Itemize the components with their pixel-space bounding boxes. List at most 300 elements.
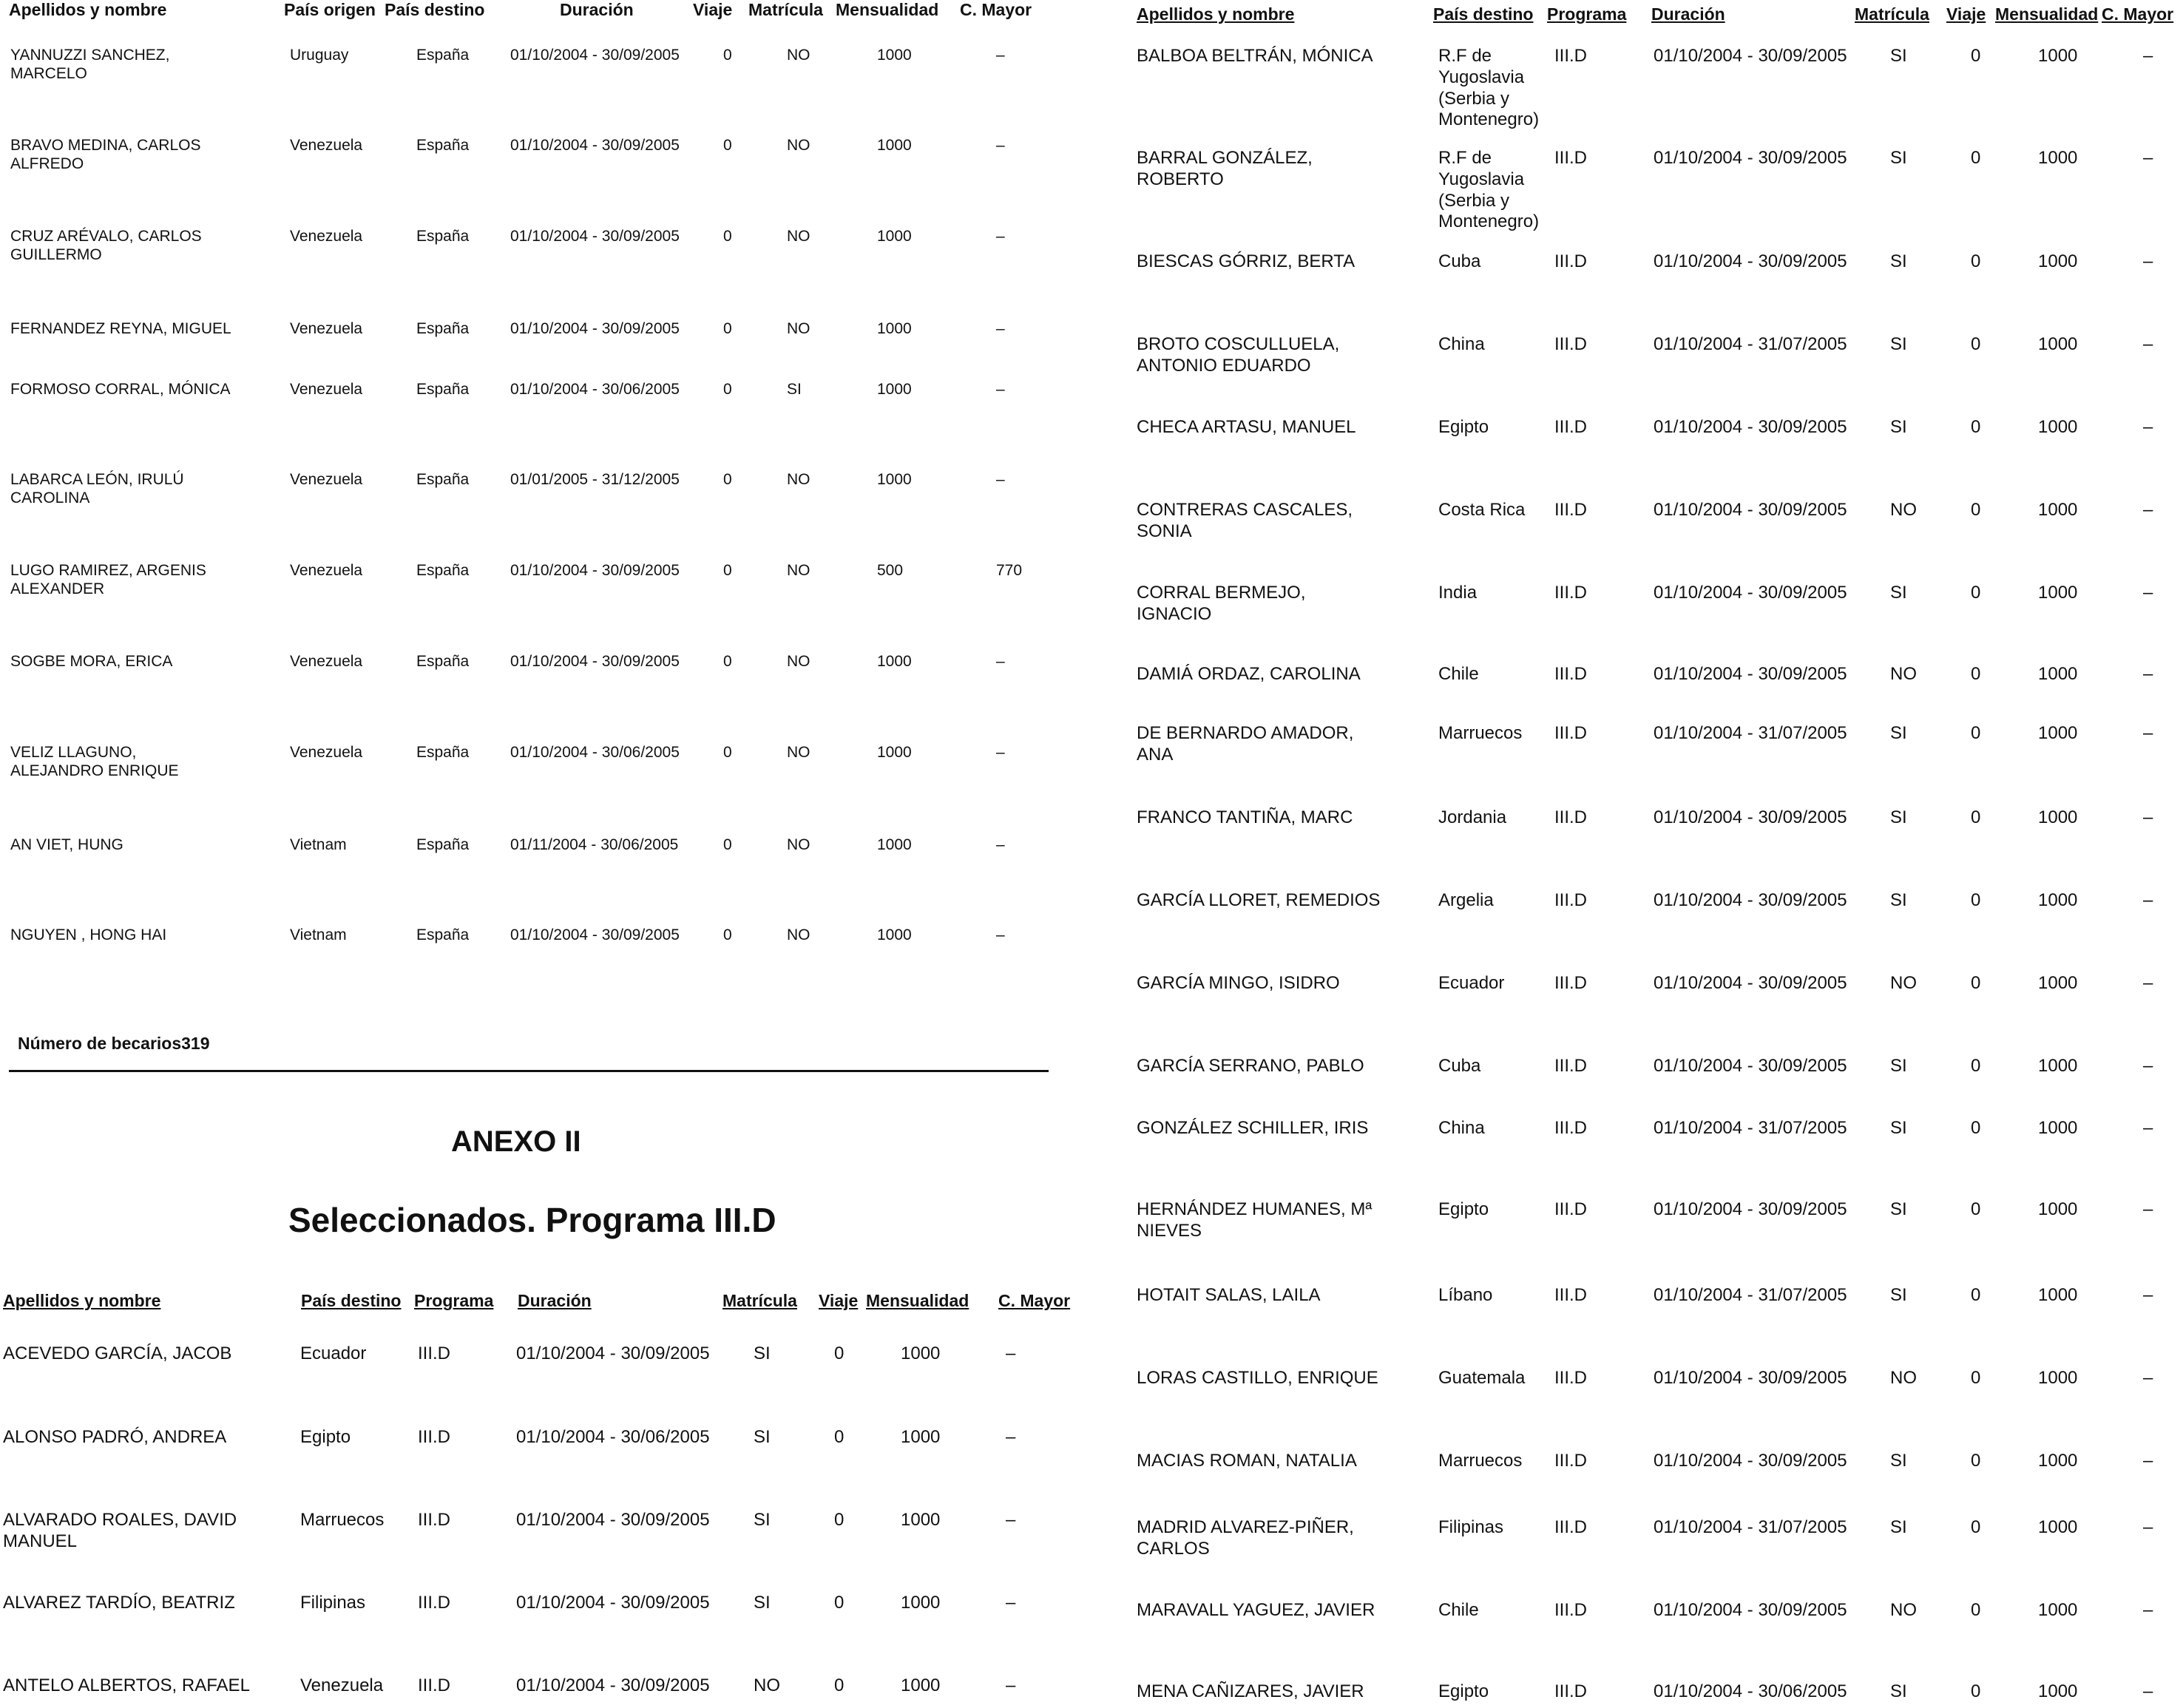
table-cell-viaje: 0	[723, 471, 732, 488]
table-cell-matricula: SI	[1890, 1285, 1907, 1305]
table-cell-cmayor: –	[2143, 807, 2153, 827]
table-row-name: SOGBE MORA, ERICA	[10, 653, 173, 670]
table-cell-programa: III.D	[418, 1343, 451, 1363]
table-cell-programa: III.D	[1554, 1285, 1588, 1305]
table-cell-matricula: SI	[1890, 1199, 1907, 1219]
table-cell-destino: España	[416, 320, 470, 337]
table-cell-mensualidad: 1000	[2038, 1600, 2078, 1620]
table-cell-mensualidad: 1000	[2038, 1517, 2078, 1537]
table-cell-programa: III.D	[1554, 1118, 1588, 1138]
table-row-name: MACIAS ROMAN, NATALIA	[1137, 1451, 1357, 1471]
table-cell-origen: Venezuela	[290, 137, 363, 154]
table-row-name: CONTRERAS CASCALES, SONIA	[1137, 500, 1353, 541]
table-cell-mensualidad: 1000	[2038, 500, 2078, 520]
table-cell-mensualidad: 1000	[2038, 890, 2078, 910]
table-cell-viaje: 0	[834, 1510, 845, 1530]
table-cell-duracion: 01/10/2004 - 31/07/2005	[1654, 1285, 1847, 1305]
table-cell-matricula: SI	[1890, 148, 1907, 168]
table-row-name: GARCÍA LLORET, REMEDIOS	[1137, 890, 1381, 910]
column-header: C. Mayor	[998, 1291, 1071, 1310]
table-cell-destino: China	[1438, 334, 1485, 354]
table-cell-viaje: 0	[1971, 890, 1981, 910]
table-cell-matricula: NO	[1890, 500, 1917, 520]
table-cell-destino: España	[416, 471, 470, 488]
table-cell-programa: III.D	[1554, 1451, 1588, 1471]
table-cell-cmayor: –	[996, 471, 1005, 488]
table-cell-cmayor: –	[2143, 500, 2153, 520]
table-cell-cmayor: –	[1006, 1593, 1016, 1613]
table-row-name: DAMIÁ ORDAZ, CAROLINA	[1137, 664, 1361, 684]
table-cell-destino: España	[416, 836, 470, 853]
table-cell-viaje: 0	[1971, 1368, 1981, 1388]
table-cell-origen: Venezuela	[290, 562, 363, 579]
table-row-name: GARCÍA MINGO, ISIDRO	[1137, 973, 1340, 993]
table-cell-matricula: SI	[1890, 890, 1907, 910]
table-cell-mensualidad: 1000	[2038, 723, 2078, 743]
table-cell-viaje: 0	[1971, 1600, 1981, 1620]
table-cell-duracion: 01/10/2004 - 30/09/2005	[516, 1510, 710, 1530]
table-cell-programa: III.D	[1554, 251, 1588, 271]
table-cell-matricula: NO	[1890, 1600, 1917, 1620]
column-header: País destino	[385, 0, 485, 19]
table-row-name: FRANCO TANTIÑA, MARC	[1137, 807, 1353, 827]
table-cell-origen: Vietnam	[290, 836, 347, 853]
table-cell-matricula: SI	[1890, 1056, 1907, 1076]
table-row-name: BIESCAS GÓRRIZ, BERTA	[1137, 251, 1356, 271]
table-cell-duracion: 01/10/2004 - 30/09/2005	[1654, 973, 1847, 993]
column-header: Viaje	[693, 0, 733, 19]
table-cell-mensualidad: 1000	[2038, 251, 2078, 271]
column-header: Mensualidad	[836, 0, 939, 19]
table-cell-destino: Ecuador	[300, 1343, 367, 1363]
table-cell-viaje: 0	[1971, 1517, 1981, 1537]
table-cell-viaje: 0	[1971, 583, 1981, 603]
table-row-name: ALVAREZ TARDÍO, BEATRIZ	[3, 1593, 235, 1613]
table-cell-cmayor: –	[2143, 583, 2153, 603]
table-cell-duracion: 01/10/2004 - 31/07/2005	[1654, 1517, 1847, 1537]
table-cell-destino: Cuba	[1438, 251, 1481, 271]
table-cell-duracion: 01/10/2004 - 30/09/2005	[1654, 1451, 1847, 1471]
table-cell-programa: III.D	[418, 1510, 451, 1530]
table-row-name: BALBOA BELTRÁN, MÓNICA	[1137, 46, 1373, 66]
table-cell-matricula: SI	[787, 381, 802, 398]
table-cell-cmayor: –	[2143, 723, 2153, 743]
table-cell-cmayor: –	[2143, 973, 2153, 993]
table-cell-destino: Egipto	[1438, 417, 1489, 437]
table-cell-programa: III.D	[1554, 46, 1588, 66]
table-cell-matricula: NO	[787, 744, 810, 761]
table-cell-duracion: 01/10/2004 - 30/09/2005	[1654, 46, 1847, 66]
table-cell-matricula: SI	[1890, 807, 1907, 827]
table-cell-viaje: 0	[723, 47, 732, 64]
table-cell-destino: Ecuador	[1438, 973, 1505, 993]
table-cell-destino: R.F de Yugoslavia (Serbia y Montenegro)	[1438, 148, 1540, 232]
table-cell-duracion: 01/11/2004 - 30/06/2005	[510, 836, 679, 853]
table-cell-programa: III.D	[1554, 583, 1588, 603]
table-row-name: AN VIET, HUNG	[10, 836, 123, 853]
table-cell-cmayor: –	[2143, 664, 2153, 684]
column-header: País destino	[301, 1291, 402, 1310]
table-cell-cmayor: –	[996, 47, 1005, 64]
table-cell-cmayor: –	[1006, 1343, 1016, 1363]
table-cell-destino: España	[416, 228, 470, 245]
table-row-name: FORMOSO CORRAL, MÓNICA	[10, 381, 231, 398]
table-cell-matricula: SI	[1890, 583, 1907, 603]
table-cell-destino: España	[416, 926, 470, 943]
table-cell-mensualidad: 1000	[877, 471, 912, 488]
table-cell-duracion: 01/10/2004 - 30/09/2005	[510, 228, 680, 245]
table-cell-mensualidad: 1000	[2038, 583, 2078, 603]
column-header: Matrícula	[722, 1291, 797, 1310]
table-cell-cmayor: –	[996, 744, 1005, 761]
column-header: País destino	[1433, 4, 1534, 24]
table-row-name: MARAVALL YAGUEZ, JAVIER	[1137, 1600, 1375, 1620]
table-cell-duracion: 01/01/2005 - 31/12/2005	[510, 471, 680, 488]
table-cell-origen: Venezuela	[290, 471, 363, 488]
table-row-name: FERNANDEZ REYNA, MIGUEL	[10, 320, 231, 337]
table-cell-duracion: 01/10/2004 - 30/09/2005	[1654, 1056, 1847, 1076]
table-cell-viaje: 0	[723, 381, 732, 398]
column-header: Apellidos y nombre	[1137, 4, 1295, 24]
table-cell-destino: Egipto	[1438, 1681, 1489, 1701]
table-cell-destino: Jordania	[1438, 807, 1507, 827]
table-cell-matricula: SI	[1890, 334, 1907, 354]
table-cell-cmayor: –	[2143, 1118, 2153, 1138]
table-cell-viaje: 0	[1971, 1056, 1981, 1076]
table-row-name: ACEVEDO GARCÍA, JACOB	[3, 1343, 232, 1363]
table-row-name: CRUZ ARÉVALO, CARLOS GUILLERMO	[10, 228, 202, 264]
table-cell-viaje: 0	[723, 836, 732, 853]
table-cell-cmayor: –	[2143, 1199, 2153, 1219]
table-cell-cmayor: –	[996, 653, 1005, 670]
table-row-name: DE BERNARDO AMADOR, ANA	[1137, 723, 1354, 765]
table-cell-matricula: SI	[754, 1343, 771, 1363]
column-header: Apellidos y nombre	[9, 0, 167, 19]
column-header: C. Mayor	[960, 0, 1032, 19]
table-cell-viaje: 0	[1971, 417, 1981, 437]
table-cell-cmayor: –	[996, 320, 1005, 337]
annex-subtitle: Seleccionados. Programa III.D	[288, 1201, 776, 1239]
table-cell-cmayor: –	[2143, 1285, 2153, 1305]
table-cell-cmayor: –	[996, 137, 1005, 154]
table-cell-duracion: 01/10/2004 - 30/09/2005	[516, 1593, 710, 1613]
table-cell-duracion: 01/10/2004 - 30/09/2005	[510, 47, 680, 64]
table-cell-programa: III.D	[1554, 723, 1588, 743]
table-cell-programa: III.D	[1554, 334, 1588, 354]
table-cell-matricula: SI	[754, 1593, 771, 1613]
table-cell-duracion: 01/10/2004 - 30/06/2005	[510, 381, 680, 398]
table-cell-cmayor: –	[2143, 334, 2153, 354]
table-cell-viaje: 0	[1971, 500, 1981, 520]
table-row-name: HERNÁNDEZ HUMANES, Mª NIEVES	[1137, 1199, 1373, 1241]
table-cell-destino: Marruecos	[1438, 723, 1523, 743]
table-cell-viaje: 0	[1971, 1451, 1981, 1471]
table-cell-mensualidad: 1000	[2038, 1285, 2078, 1305]
column-header: Apellidos y nombre	[3, 1291, 161, 1310]
section-divider	[9, 1070, 1049, 1072]
table-cell-matricula: SI	[754, 1427, 771, 1447]
table-row-name: BARRAL GONZÁLEZ, ROBERTO	[1137, 148, 1313, 189]
table-cell-destino: Cuba	[1438, 1056, 1481, 1076]
table-cell-viaje: 0	[1971, 807, 1981, 827]
table-cell-destino: Marruecos	[300, 1510, 385, 1530]
table-cell-viaje: 0	[1971, 1285, 1981, 1305]
table-cell-duracion: 01/10/2004 - 30/06/2005	[510, 744, 680, 761]
table-cell-viaje: 0	[1971, 723, 1981, 743]
table-row-name: CORRAL BERMEJO, IGNACIO	[1137, 583, 1306, 624]
table-cell-destino: Marruecos	[1438, 1451, 1523, 1471]
table-cell-destino: Filipinas	[300, 1593, 366, 1613]
table-cell-mensualidad: 1000	[2038, 807, 2078, 827]
table-cell-duracion: 01/10/2004 - 30/09/2005	[1654, 500, 1847, 520]
table-cell-matricula: NO	[787, 137, 810, 154]
table-cell-mensualidad: 1000	[2038, 1681, 2078, 1701]
table-cell-mensualidad: 1000	[2038, 334, 2078, 354]
table-row-name: MENA CAÑIZARES, JAVIER	[1137, 1681, 1364, 1701]
table-cell-viaje: 0	[723, 653, 732, 670]
table-cell-destino: España	[416, 381, 470, 398]
table-cell-duracion: 01/10/2004 - 30/09/2005	[510, 653, 680, 670]
table-cell-cmayor: –	[2143, 1368, 2153, 1388]
column-header: Duración	[560, 0, 634, 19]
table-cell-duracion: 01/10/2004 - 30/09/2005	[1654, 890, 1847, 910]
table-cell-duracion: 01/10/2004 - 30/09/2005	[510, 137, 680, 154]
table-cell-mensualidad: 1000	[877, 653, 912, 670]
table-cell-duracion: 01/10/2004 - 31/07/2005	[1654, 1118, 1847, 1138]
table-cell-duracion: 01/10/2004 - 30/09/2005	[1654, 664, 1847, 684]
table-row-name: GARCÍA SERRANO, PABLO	[1137, 1056, 1364, 1076]
table-cell-destino: Venezuela	[300, 1675, 384, 1695]
table-cell-cmayor: –	[2143, 1681, 2153, 1701]
table-cell-mensualidad: 1000	[901, 1593, 941, 1613]
table-row-name: MADRID ALVAREZ-PIÑER, CARLOS	[1137, 1517, 1354, 1559]
table-cell-matricula: SI	[1890, 1517, 1907, 1537]
table-cell-viaje: 0	[834, 1675, 845, 1695]
table-cell-destino: Filipinas	[1438, 1517, 1504, 1537]
column-header: C. Mayor	[2102, 4, 2174, 24]
table-cell-matricula: NO	[1890, 664, 1917, 684]
table-cell-matricula: NO	[787, 320, 810, 337]
table-cell-cmayor: –	[2143, 1600, 2153, 1620]
table-cell-programa: III.D	[418, 1427, 451, 1447]
table-cell-mensualidad: 1000	[2038, 664, 2078, 684]
table-cell-destino: Costa Rica	[1438, 500, 1526, 520]
table-cell-matricula: NO	[787, 926, 810, 943]
table-cell-viaje: 0	[1971, 46, 1981, 66]
table-cell-duracion: 01/10/2004 - 30/09/2005	[516, 1343, 710, 1363]
table-cell-matricula: SI	[754, 1510, 771, 1530]
table-cell-duracion: 01/10/2004 - 30/09/2005	[1654, 807, 1847, 827]
table-cell-mensualidad: 1000	[877, 47, 912, 64]
table-cell-viaje: 0	[1971, 1681, 1981, 1701]
table-cell-programa: III.D	[1554, 1681, 1588, 1701]
table-cell-matricula: SI	[1890, 1451, 1907, 1471]
table-cell-origen: Venezuela	[290, 320, 363, 337]
table-cell-mensualidad: 1000	[877, 926, 912, 943]
table-cell-origen: Venezuela	[290, 228, 363, 245]
table-cell-matricula: SI	[1890, 251, 1907, 271]
table-cell-duracion: 01/10/2004 - 30/09/2005	[1654, 1368, 1847, 1388]
table-cell-viaje: 0	[834, 1343, 845, 1363]
table-cell-cmayor: –	[996, 381, 1005, 398]
table-cell-programa: III.D	[1554, 1368, 1588, 1388]
table-cell-duracion: 01/10/2004 - 30/09/2005	[1654, 148, 1847, 168]
table-row-name: CHECA ARTASU, MANUEL	[1137, 417, 1356, 437]
table-cell-cmayor: –	[2143, 46, 2153, 66]
table-cell-mensualidad: 1000	[2038, 1199, 2078, 1219]
table-cell-viaje: 0	[723, 228, 732, 245]
table-cell-cmayor: –	[996, 836, 1005, 853]
table-cell-matricula: NO	[787, 228, 810, 245]
table-cell-destino: España	[416, 653, 470, 670]
table-cell-cmayor: –	[2143, 1451, 2153, 1471]
table-cell-destino: Egipto	[1438, 1199, 1489, 1219]
becarios-count: Número de becarios319	[18, 1034, 210, 1053]
table-cell-matricula: NO	[787, 836, 810, 853]
table-cell-matricula: NO	[1890, 973, 1917, 993]
table-cell-cmayor: –	[1006, 1675, 1016, 1695]
table-cell-cmayor: –	[2143, 251, 2153, 271]
table-cell-matricula: SI	[1890, 417, 1907, 437]
table-cell-duracion: 01/10/2004 - 30/09/2005	[510, 562, 680, 579]
table-row-name: NGUYEN , HONG HAI	[10, 926, 167, 943]
column-header: Programa	[414, 1291, 494, 1310]
table-cell-destino: Chile	[1438, 664, 1479, 684]
table-cell-programa: III.D	[1554, 1199, 1588, 1219]
table-cell-mensualidad: 1000	[2038, 46, 2078, 66]
table-cell-programa: III.D	[1554, 148, 1588, 168]
table-row-name: ALONSO PADRÓ, ANDREA	[3, 1427, 227, 1447]
table-cell-duracion: 01/10/2004 - 30/06/2005	[516, 1427, 710, 1447]
table-cell-viaje: 0	[723, 137, 732, 154]
table-cell-duracion: 01/10/2004 - 30/09/2005	[1654, 1199, 1847, 1219]
annex-title: ANEXO II	[451, 1125, 581, 1158]
table-cell-destino: España	[416, 47, 470, 64]
table-cell-cmayor: –	[2143, 890, 2153, 910]
table-cell-origen: Venezuela	[290, 653, 363, 670]
table-cell-destino: Argelia	[1438, 890, 1494, 910]
table-cell-destino: India	[1438, 583, 1478, 603]
table-cell-mensualidad: 1000	[901, 1675, 941, 1695]
column-header: País origen	[284, 0, 376, 19]
table-cell-cmayor: –	[2143, 1517, 2153, 1537]
column-header: Duración	[1651, 4, 1725, 24]
table-cell-programa: III.D	[1554, 973, 1588, 993]
table-cell-mensualidad: 1000	[877, 320, 912, 337]
table-cell-destino: España	[416, 562, 470, 579]
table-cell-matricula: NO	[787, 653, 810, 670]
table-cell-mensualidad: 1000	[877, 836, 912, 853]
table-cell-duracion: 01/10/2004 - 30/09/2005	[510, 926, 680, 943]
column-header: Mensualidad	[866, 1291, 969, 1310]
table-cell-origen: Venezuela	[290, 381, 363, 398]
table-cell-mensualidad: 500	[877, 562, 904, 579]
table-row-name: LUGO RAMIREZ, ARGENIS ALEXANDER	[10, 562, 206, 598]
table-cell-destino: Egipto	[300, 1427, 351, 1447]
table-cell-matricula: NO	[787, 562, 810, 579]
table-cell-programa: III.D	[1554, 1056, 1588, 1076]
table-cell-viaje: 0	[723, 562, 732, 579]
table-cell-destino: España	[416, 744, 470, 761]
table-cell-origen: Venezuela	[290, 744, 363, 761]
column-header: Programa	[1547, 4, 1627, 24]
table-cell-viaje: 0	[1971, 148, 1981, 168]
table-cell-destino: Chile	[1438, 1600, 1479, 1620]
table-row-name: HOTAIT SALAS, LAILA	[1137, 1285, 1321, 1305]
table-cell-origen: Vietnam	[290, 926, 347, 943]
table-cell-programa: III.D	[1554, 1600, 1588, 1620]
table-cell-viaje: 0	[1971, 973, 1981, 993]
table-cell-mensualidad: 1000	[2038, 417, 2078, 437]
table-row-name: LORAS CASTILLO, ENRIQUE	[1137, 1368, 1378, 1388]
table-cell-cmayor: –	[996, 228, 1005, 245]
table-cell-matricula: NO	[1890, 1368, 1917, 1388]
table-cell-mensualidad: 1000	[2038, 973, 2078, 993]
table-cell-programa: III.D	[418, 1675, 451, 1695]
table-cell-mensualidad: 1000	[901, 1343, 941, 1363]
table-row-name: YANNUZZI SANCHEZ, MARCELO	[10, 47, 170, 83]
table-cell-duracion: 01/10/2004 - 31/07/2005	[1654, 334, 1847, 354]
table-cell-mensualidad: 1000	[877, 228, 912, 245]
table-cell-duracion: 01/10/2004 - 30/09/2005	[1654, 251, 1847, 271]
table-cell-mensualidad: 1000	[2038, 148, 2078, 168]
table-cell-mensualidad: 1000	[877, 744, 912, 761]
table-cell-matricula: NO	[754, 1675, 780, 1695]
table-row-name: ANTELO ALBERTOS, RAFAEL	[3, 1675, 250, 1695]
table-cell-cmayor: 770	[996, 562, 1023, 579]
table-cell-programa: III.D	[1554, 890, 1588, 910]
column-header: Viaje	[1946, 4, 1986, 24]
table-cell-matricula: SI	[1890, 46, 1907, 66]
table-cell-cmayor: –	[1006, 1510, 1016, 1530]
table-row-name: GONZÁLEZ SCHILLER, IRIS	[1137, 1118, 1369, 1138]
table-cell-mensualidad: 1000	[2038, 1451, 2078, 1471]
table-cell-duracion: 01/10/2004 - 30/09/2005	[510, 320, 680, 337]
table-cell-duracion: 01/10/2004 - 31/07/2005	[1654, 723, 1847, 743]
table-cell-duracion: 01/10/2004 - 30/09/2005	[1654, 417, 1847, 437]
table-cell-viaje: 0	[1971, 251, 1981, 271]
table-cell-destino: Líbano	[1438, 1285, 1493, 1305]
column-header: Matrícula	[748, 0, 823, 19]
table-cell-viaje: 0	[1971, 664, 1981, 684]
column-header: Duración	[518, 1291, 592, 1310]
table-cell-mensualidad: 1000	[2038, 1118, 2078, 1138]
table-cell-viaje: 0	[723, 320, 732, 337]
table-cell-mensualidad: 1000	[877, 137, 912, 154]
table-cell-programa: III.D	[1554, 1517, 1588, 1537]
table-cell-viaje: 0	[1971, 1199, 1981, 1219]
table-row-name: ALVARADO ROALES, DAVID MANUEL	[3, 1510, 237, 1551]
table-row-name: BROTO COSCULLUELA, ANTONIO EDUARDO	[1137, 334, 1340, 376]
table-cell-matricula: NO	[787, 47, 810, 64]
table-cell-mensualidad: 1000	[901, 1427, 941, 1447]
table-cell-matricula: NO	[787, 471, 810, 488]
table-cell-viaje: 0	[834, 1593, 845, 1613]
table-cell-duracion: 01/10/2004 - 30/09/2005	[1654, 583, 1847, 603]
column-header: Matrícula	[1855, 4, 1929, 24]
table-cell-mensualidad: 1000	[877, 381, 912, 398]
table-cell-programa: III.D	[1554, 664, 1588, 684]
table-cell-cmayor: –	[2143, 1056, 2153, 1076]
table-cell-origen: Uruguay	[290, 47, 349, 64]
table-cell-mensualidad: 1000	[2038, 1368, 2078, 1388]
table-row-name: LABARCA LEÓN, IRULÚ CAROLINA	[10, 471, 184, 507]
table-cell-matricula: SI	[1890, 1681, 1907, 1701]
column-header: Mensualidad	[1995, 4, 2099, 24]
table-cell-duracion: 01/10/2004 - 30/09/2005	[516, 1675, 710, 1695]
table-cell-cmayor: –	[1006, 1427, 1016, 1447]
table-cell-matricula: SI	[1890, 723, 1907, 743]
